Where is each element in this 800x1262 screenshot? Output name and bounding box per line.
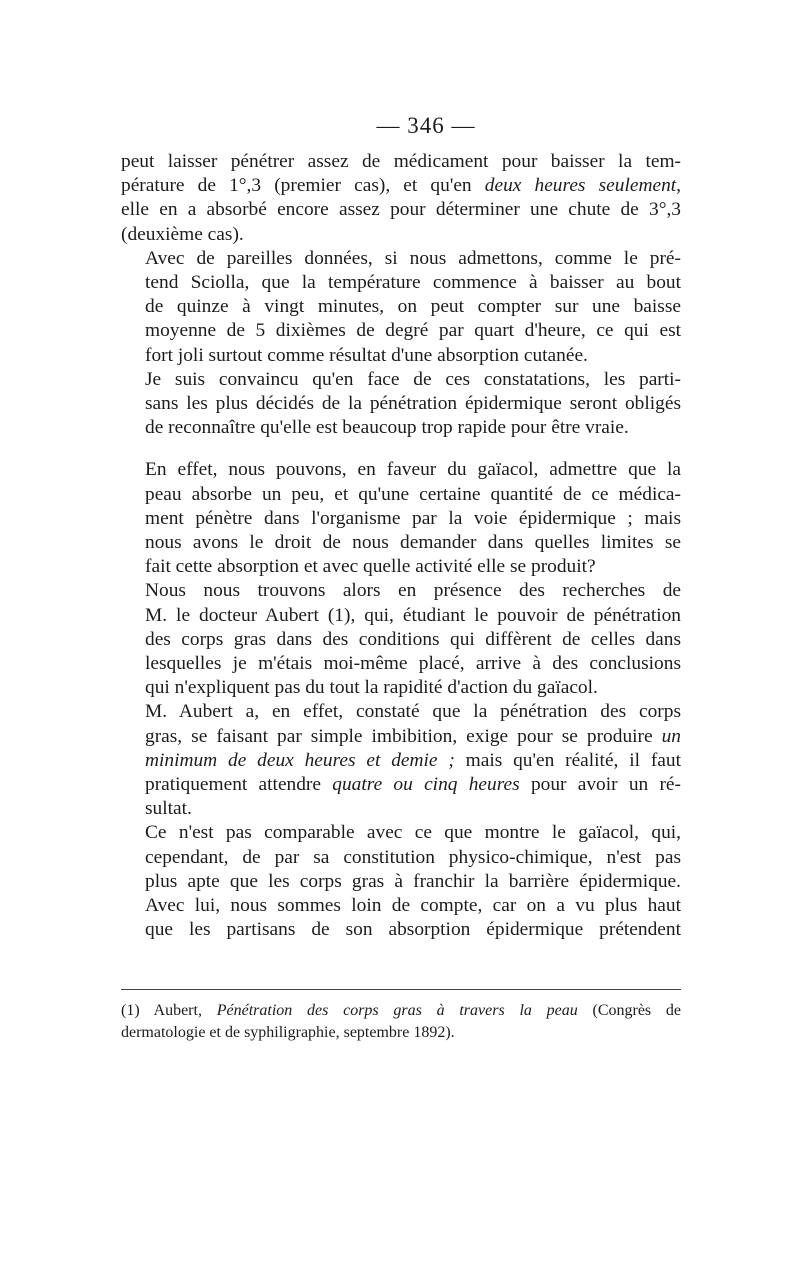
text-line <box>121 344 681 368</box>
text-line <box>121 846 681 870</box>
text-run: M. le docteur Aubert (1), qui, étudiant le pouvoir de pénétration <box>145 604 681 626</box>
text-run: M. Aubert a, en effet, constaté que la pénétration des corps <box>145 701 681 723</box>
text-line <box>121 531 681 555</box>
page-number: — 346 — <box>376 113 476 138</box>
text-line <box>121 319 681 343</box>
text-line <box>121 392 681 416</box>
text-line <box>121 652 681 676</box>
text-line <box>121 676 681 700</box>
text-line <box>121 368 681 392</box>
text-line <box>121 725 681 749</box>
text-run: Je suis convaincu qu'en face de ces constatations, les parti- <box>145 368 681 390</box>
text-run: Avec lui, nous sommes loin de compte, car on a vu plus haut <box>145 895 681 917</box>
text-line <box>121 579 681 603</box>
text-line <box>121 749 681 773</box>
text-run: pérature de 1°,3 (premier cas), et qu'en <box>121 175 485 197</box>
text-run: mais qu'en réalité, il faut <box>454 749 681 771</box>
italic-text-run: minimum de deux heures et demie ; <box>145 749 455 771</box>
text-run: fort joli surtout comme résultat d'une absorption cutanée. <box>145 344 588 366</box>
text-line <box>121 458 681 482</box>
text-run: Avec de pareilles données, si nous admettons, comme le pré- <box>145 247 681 269</box>
footnote <box>121 1000 681 1044</box>
text-line <box>121 1000 681 1022</box>
footnote-separator <box>121 989 681 990</box>
text-line <box>121 416 681 440</box>
text-run: fait cette absorption et avec quelle activité elle se produit? <box>145 556 596 578</box>
italic-text-run: un <box>661 725 681 747</box>
text-line <box>121 604 681 628</box>
italic-text-run: quatre ou cinq heures <box>332 774 520 796</box>
text-line <box>121 247 681 271</box>
italic-text-run: Pénétration des corps gras à travers la peau <box>216 1002 578 1019</box>
text-run: (1) Aubert, <box>121 1002 217 1019</box>
paragraph <box>121 579 681 700</box>
text-line <box>121 223 681 247</box>
text-run: peut laisser pénétrer assez de médicament pour baisser la tem- <box>121 151 681 172</box>
text-run: moyenne de 5 dixièmes de degré par quart d'heure, ce qui est <box>145 320 681 342</box>
text-line <box>121 870 681 894</box>
text-line <box>121 797 681 821</box>
text-line <box>121 918 681 942</box>
text-line <box>121 1022 681 1044</box>
paragraph <box>121 458 681 579</box>
text-line <box>121 271 681 295</box>
text-line <box>121 507 681 531</box>
paragraph <box>121 150 681 247</box>
text-run: qui n'expliquent pas du tout la rapidité d'action du gaïacol. <box>145 677 598 699</box>
text-run: plus apte que les corps gras à franchir la barrière épidermique. <box>145 870 681 892</box>
text-run: cependant, de par sa constitution physico-chimique, n'est pas <box>145 846 681 868</box>
text-line <box>121 174 681 198</box>
text-line <box>121 773 681 797</box>
text-run: (Congrès de <box>577 1002 682 1019</box>
page-content <box>121 112 681 943</box>
text-run: nous avons le droit de nous demander dans quelles limites se <box>145 532 681 554</box>
text-line <box>121 555 681 579</box>
paragraph <box>121 821 681 942</box>
text-run: de reconnaître qu'elle est beaucoup trop rapide pour être vraie. <box>145 417 629 439</box>
text-run: sans les plus décidés de la pénétration épidermique seront obligés <box>145 393 681 415</box>
text-run: de quinze à vingt minutes, on peut compter sur une baisse <box>145 296 681 318</box>
text-line <box>121 628 681 652</box>
text-run: sultat. <box>145 798 192 820</box>
text-run: Nous nous trouvons alors en présence des recherches de <box>145 580 681 602</box>
text-run: pour avoir un ré- <box>519 774 681 796</box>
text-run: que les partisans de son absorption épidermique prétendent <box>145 919 681 941</box>
text-line <box>121 483 681 507</box>
paragraph <box>121 247 681 368</box>
text-run: pratiquement attendre <box>145 774 333 796</box>
text-run: lesquelles je m'étais moi-même placé, arrive à des conclusions <box>145 653 681 675</box>
italic-text-run: deux heures seulement, <box>484 175 681 197</box>
paragraph <box>121 700 681 821</box>
text-run: gras, se faisant par simple imbibition, exige pour se produire <box>145 725 662 747</box>
text-line <box>121 821 681 845</box>
paragraph <box>121 368 681 441</box>
text-run: En effet, nous pouvons, en faveur du gaïacol, admettre que la <box>145 459 681 481</box>
text-line <box>121 295 681 319</box>
text-line <box>121 700 681 724</box>
text-run: (deuxième cas). <box>121 223 244 245</box>
text-line <box>121 198 681 222</box>
text-run: elle en a absorbé encore assez pour déterminer une chute de 3°,3 <box>121 199 681 221</box>
text-run: dermatologie et de syphiligraphie, septembre 1892). <box>121 1024 455 1041</box>
text-run: tend Sciolla, que la température commence à baisser au bout <box>145 272 681 294</box>
body-text <box>121 150 681 943</box>
text-run: des corps gras dans des conditions qui diffèrent de celles dans <box>145 628 681 650</box>
text-run: peau absorbe un peu, et qu'une certaine quantité de ce médica- <box>145 483 681 505</box>
text-line <box>121 894 681 918</box>
text-line <box>121 150 681 174</box>
text-run: Ce n'est pas comparable avec ce que montre le gaïacol, qui, <box>145 822 681 844</box>
text-run: ment pénètre dans l'organisme par la voie épidermique ; mais <box>145 507 681 529</box>
